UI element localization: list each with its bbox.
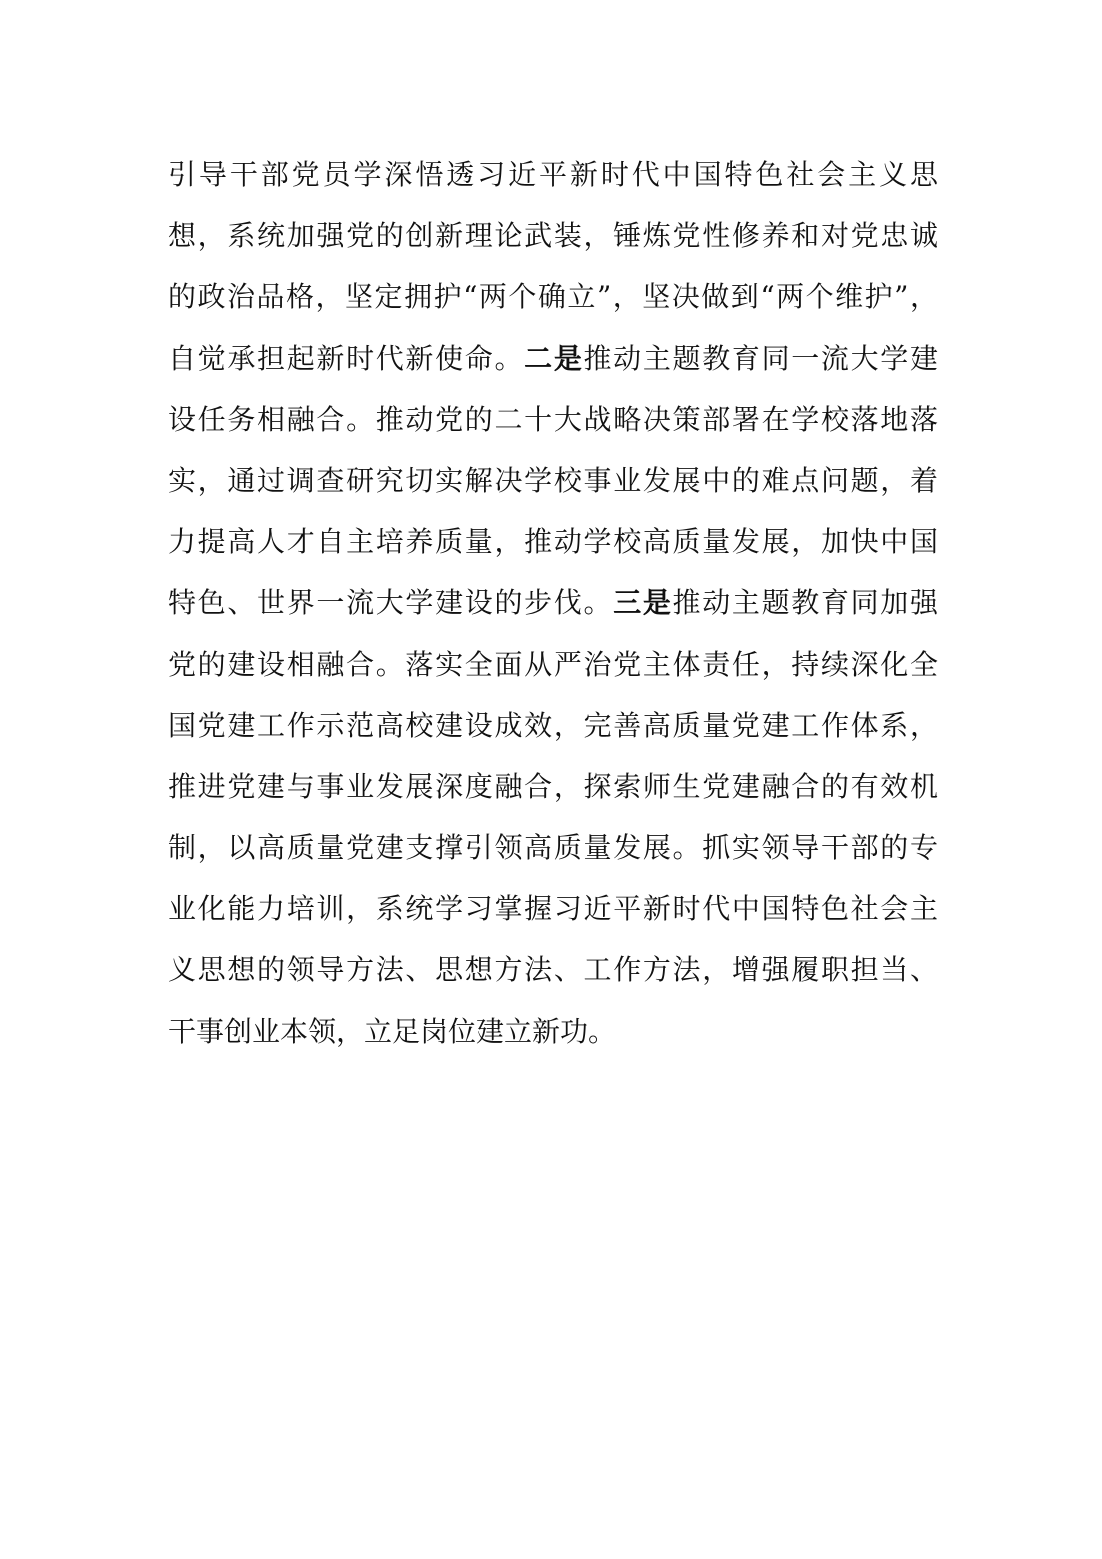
text-line <box>168 205 938 266</box>
text-run: 党的建设相融合。落实全面从严治党主体责任，持续深化全 <box>168 647 938 681</box>
body-paragraph <box>168 144 938 1062</box>
text-run: 想，系统加强党的创新理论武装，锤炼党性修养和对党忠诚 <box>168 219 938 253</box>
text-line <box>168 756 938 817</box>
text-run: 制，以高质量党建支撑引领高质量发展。抓实领导干部的专 <box>168 831 938 865</box>
text-line <box>168 695 938 756</box>
text-run: 的政治品格，坚定拥护“两个确立”，坚决做到“两个维护”， <box>168 280 938 314</box>
text-run: 干事创业本领，立足岗位建立新功。 <box>168 1014 617 1048</box>
text-run: 设任务相融合。推动党的二十大战略决策部署在学校落地落 <box>168 402 938 436</box>
text-run: 引导干部党员学深悟透习近平新时代中国特色社会主义思 <box>168 158 938 191</box>
text-run: 义思想的领导方法、思想方法、工作方法，增强履职担当、 <box>168 953 938 987</box>
text-run: 特色、世界一流大学建设的步伐。 <box>168 586 614 620</box>
text-line <box>168 266 938 327</box>
text-line <box>168 939 938 1000</box>
text-line <box>168 450 938 511</box>
text-run: 自觉承担起新时代新使命。 <box>168 341 525 375</box>
text-line <box>168 1001 938 1062</box>
text-run: 推动主题教育同加强 <box>672 586 938 620</box>
text-line <box>168 572 938 633</box>
text-line <box>168 328 938 389</box>
text-run: 实，通过调查研究切实解决学校事业发展中的难点问题，着 <box>168 463 938 497</box>
text-run: 推进党建与事业发展深度融合，探索师生党建融合的有效机 <box>168 769 938 803</box>
emphasis-marker-two: 二是 <box>524 341 584 375</box>
text-line <box>168 389 938 450</box>
text-run: 推动主题教育同一流大学建 <box>583 341 938 375</box>
text-line <box>168 878 938 939</box>
text-line <box>168 144 938 205</box>
text-line <box>168 511 938 572</box>
text-run: 力提高人才自主培养质量，推动学校高质量发展，加快中国 <box>168 525 938 559</box>
text-run: 业化能力培训，系统学习掌握习近平新时代中国特色社会主 <box>168 892 938 926</box>
text-run: 国党建工作示范高校建设成效，完善高质量党建工作体系， <box>168 708 938 742</box>
emphasis-marker-three: 三是 <box>613 586 673 620</box>
text-line <box>168 817 938 878</box>
text-line <box>168 634 938 695</box>
